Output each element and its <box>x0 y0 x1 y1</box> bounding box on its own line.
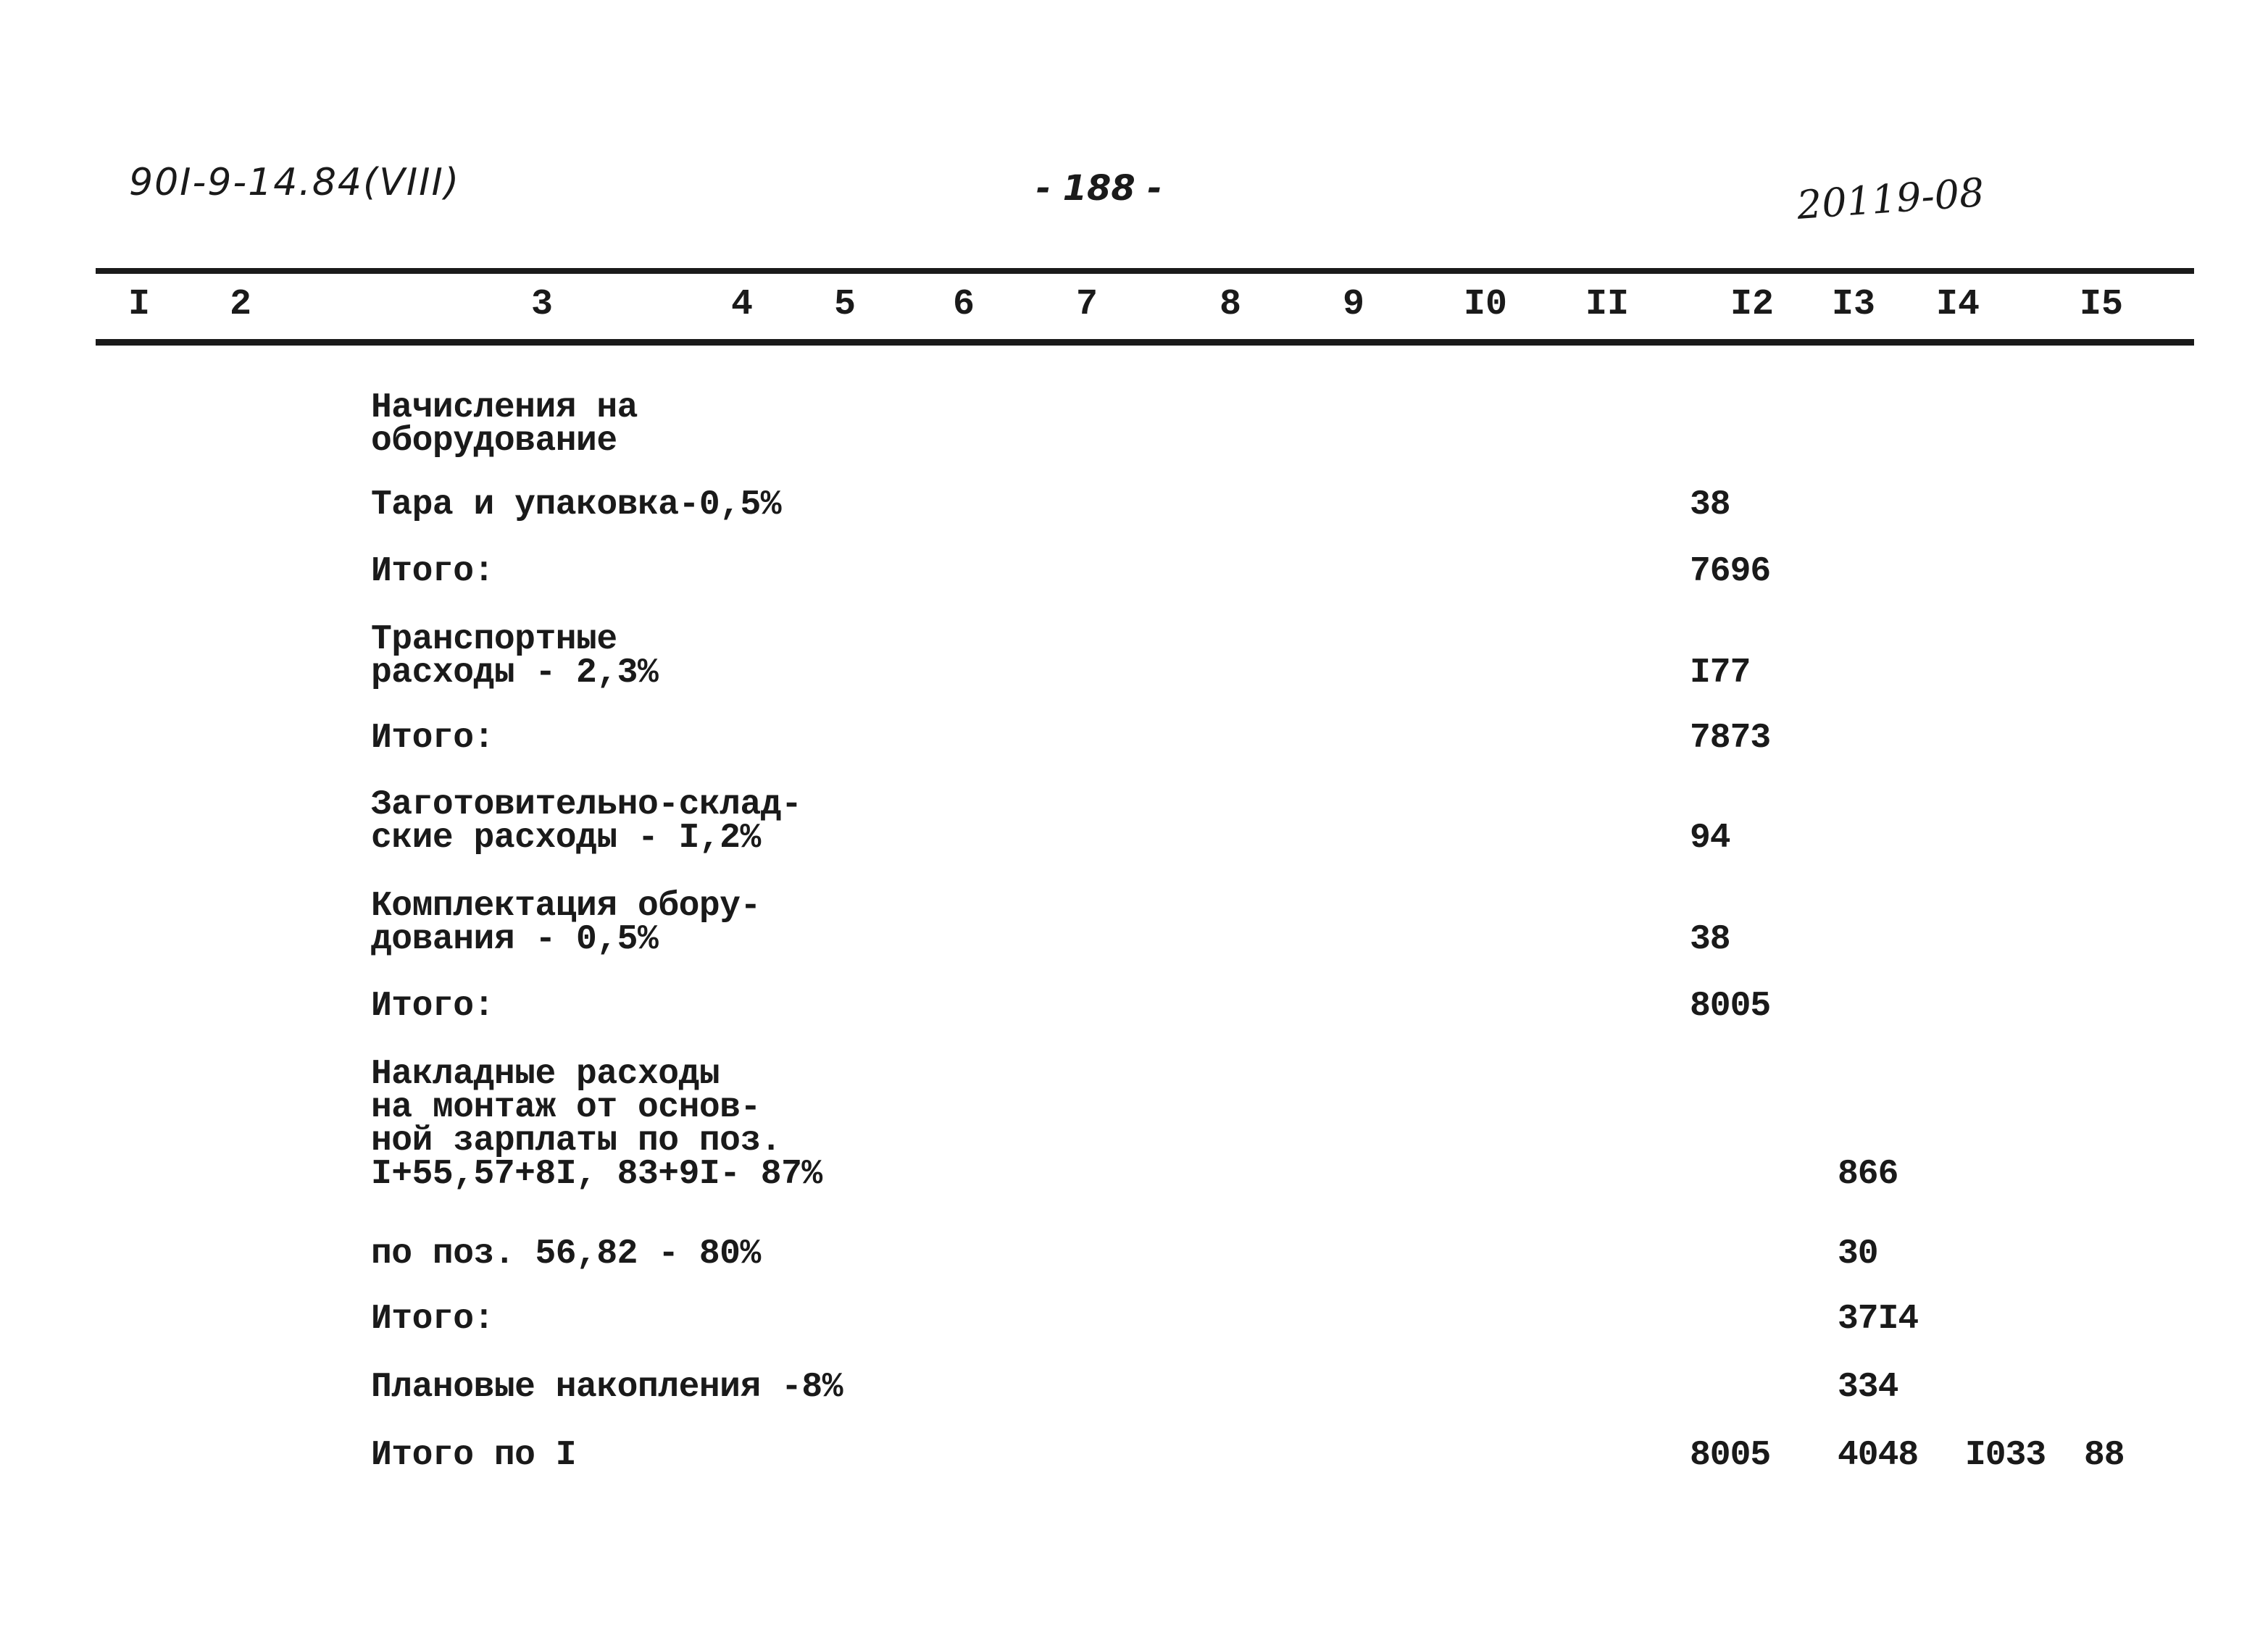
value-cell-c12: 7873 <box>1690 719 1771 758</box>
row-label: Заготовительно-склад- ские расходы - I,2% <box>371 785 802 858</box>
row-label: Итого: <box>371 719 494 758</box>
column-number-10: I0 <box>1463 284 1508 325</box>
document-code: 90I-9-14.84(VIII) <box>129 161 461 204</box>
row-label: Начисления на оборудование <box>371 388 638 461</box>
column-number-15: I5 <box>2079 284 2124 325</box>
column-number-2: 2 <box>229 284 252 325</box>
value-cell-c13: 334 <box>1838 1368 1898 1407</box>
value-cell-c13: 4048 <box>1838 1436 1919 1475</box>
column-number-3: 3 <box>530 284 554 325</box>
column-number-7: 7 <box>1075 284 1098 325</box>
value-cell-c12: 38 <box>1690 485 1730 524</box>
handwritten-number: 20119-08 <box>1795 170 1986 228</box>
value-cell-c12: 94 <box>1690 819 1730 858</box>
table-top-rule <box>96 268 2194 274</box>
row-label: Тара и упаковка-0,5% <box>371 485 782 524</box>
column-number-5: 5 <box>833 284 856 325</box>
value-cell-c14: I033 <box>1965 1436 2046 1475</box>
column-number-11: II <box>1585 284 1630 325</box>
column-number-14: I4 <box>1935 284 1980 325</box>
row-label: Комплектация обору- дования - 0,5% <box>371 887 761 959</box>
column-number-1: I <box>128 284 151 325</box>
value-cell-c13: 37I4 <box>1838 1300 1919 1339</box>
value-cell-c12: I77 <box>1690 653 1751 693</box>
row-label: Итого по I <box>371 1436 577 1475</box>
row-label: Плановые накопления -8% <box>371 1368 843 1407</box>
table-header-rule <box>96 339 2194 346</box>
row-label: Накладные расходы на монтаж от основ- ной зарплаты по поз. I+55,57+8I, 83+9I- 87% <box>371 1055 822 1194</box>
page-number: - 188 - <box>1036 168 1162 209</box>
row-label: Итого: <box>371 987 494 1026</box>
value-cell-c13: 30 <box>1838 1234 1878 1274</box>
row-label: Итого: <box>371 1300 494 1339</box>
row-label: Итого: <box>371 552 494 591</box>
column-number-6: 6 <box>952 284 975 325</box>
row-label: Транспортные расходы - 2,3% <box>371 620 659 693</box>
column-number-4: 4 <box>730 284 754 325</box>
value-cell-c12: 8005 <box>1690 1436 1771 1475</box>
column-number-9: 9 <box>1342 284 1365 325</box>
value-cell-c12: 38 <box>1690 920 1730 959</box>
value-cell-c13: 866 <box>1838 1155 1898 1194</box>
value-cell-c15: 88 <box>2084 1436 2125 1475</box>
value-cell-c12: 7696 <box>1690 552 1771 591</box>
row-label: по поз. 56,82 - 80% <box>371 1234 761 1274</box>
column-number-13: I3 <box>1831 284 1876 325</box>
value-cell-c12: 8005 <box>1690 987 1771 1026</box>
column-number-12: I2 <box>1730 284 1775 325</box>
column-number-8: 8 <box>1219 284 1242 325</box>
